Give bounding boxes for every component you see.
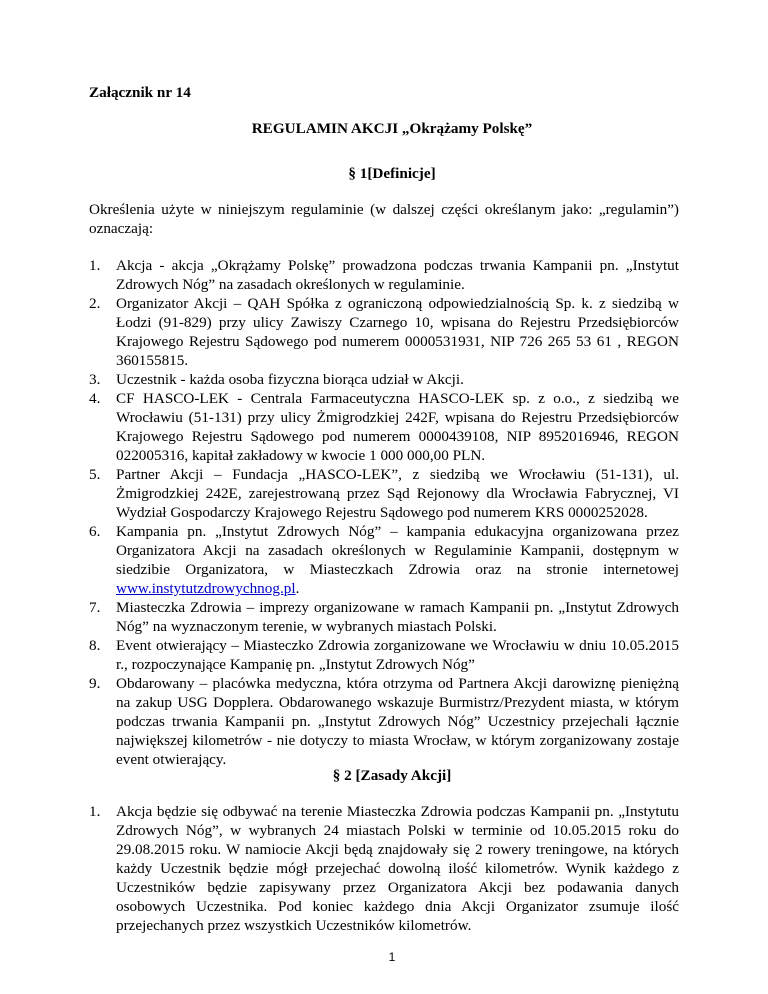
rules-list bbox=[89, 802, 679, 935]
list-item: 2. Organizator Akcji – QAH Spółka z ograniczoną odpowiedzialnością Sp. k. z siedzibą w Łodzi (91-829) przy ulicy Zawiszy Czarnego 10, wpisana do Rejestru Przedsiębiorców Krajowego Rejestru Sądowego pod numerem 0000531931, NIP 726 265 53 61 , REGON 360155815. bbox=[89, 295, 679, 369]
list-item: 6. Kampania pn. „Instytut Zdrowych Nóg” – kampania edukacyjna organizowana przez Organizatora Akcji na zasadach określonych w Regulaminie Kampanii, dostępnym w siedzibie Organizatora, w Miasteczkach Zdrowia oraz na stronie internetowej www.instytutzdrowychnog.pl. bbox=[89, 523, 679, 597]
section-1-intro: Określenia użyte w niniejszym regulaminie (w dalszej części określanym jako: „regulamin”) oznaczają: bbox=[89, 201, 679, 237]
list-item: 1. Akcja będzie się odbywać na terenie Miasteczka Zdrowia podczas Kampanii pn. „Instytutu Zdrowych Nóg”, w wybranych 24 miastach Polski w terminie od 10.05.2015 roku do 29.08.2015 roku. W namiocie Akcji będą znajdowały się 2 rowery treningowe, na których każdy Uczestnik będzie mógł przejechać dowolną ilość kilometrów. Wynik każdego z Uczestników będzie zapisywany przez Organizatora Akcji bez podawania danych osobowych Uczestnika. Pod koniec każdego dnia Akcji Organizator zsumuje ilość przejechanych przez wszystkich Uczestników kilometrów. bbox=[89, 803, 679, 934]
list-item: 3. Uczestnik - każda osoba fizyczna biorąca udział w Akcji. bbox=[89, 371, 464, 388]
list-item: 7. Miasteczka Zdrowia – imprezy organizowane w ramach Kampanii pn. „Instytut Zdrowych Nóg” na wyznaczonym terenie, w wybranych miastach Polski. bbox=[89, 599, 679, 635]
page-number: 1 bbox=[388, 950, 396, 964]
definitions-list bbox=[89, 256, 679, 769]
website-link[interactable]: www.instytutzdrowychnog.pl bbox=[116, 580, 296, 597]
list-item: 5. Partner Akcji – Fundacja „HASCO-LEK”, z siedzibą we Wrocławiu (51-131), ul. Żmigrodzkiej 242E, zarejestrowaną przez Sąd Rejonowy dla Wrocławia Fabrycznej, VI Wydział Gospodarczy Krajowego Rejestru Sądowego pod numerem KRS 0000252028. bbox=[89, 466, 679, 521]
list-item: 1. Akcja - akcja „Okrążamy Polskę” prowadzona podczas trwania Kampanii pn. „Instytut Zdrowych Nóg” na zasadach określonych w regulaminie. bbox=[89, 257, 679, 293]
section-1-heading: § 1[Definicje] bbox=[348, 165, 436, 182]
list-item: 9. Obdarowany – placówka medyczna, która otrzyma od Partnera Akcji darowiznę pieniężną na zakup USG Dopplera. Obdarowanego wskazuje Burmistrz/Prezydent miasta, w którym podczas trwania Kampanii pn. „Instytut Zdrowych Nóg” Uczestnicy przejechali łącznie największej kilometrów - nie dotyczy to miasta Wrocław, w którym zorganizowany zostaje event otwierający. bbox=[89, 675, 679, 768]
list-item: 4. CF HASCO-LEK - Centrala Farmaceutyczna HASCO-LEK sp. z o.o., z siedzibą we Wrocławiu (51-131) przy ulicy Żmigrodzkiej 242F, wpisana do Rejestru Przedsiębiorców Krajowego Rejestru Sądowego pod numerem 0000439108, NIP 8952016946, REGON 022005316, kapitał zakładowy w kwocie 1 000 000,00 PLN. bbox=[89, 390, 679, 464]
annex-label: Załącznik nr 14 bbox=[89, 84, 191, 101]
document-title: REGULAMIN AKCJI „Okrążamy Polskę” bbox=[251, 120, 533, 137]
section-2-heading: § 2 [Zasady Akcji] bbox=[332, 767, 452, 784]
list-item: 8. Event otwierający – Miasteczko Zdrowia zorganizowane we Wrocławiu w dniu 10.05.2015 r., rozpoczynające Kampanię pn. „Instytut Zdrowych Nóg” bbox=[89, 637, 679, 673]
